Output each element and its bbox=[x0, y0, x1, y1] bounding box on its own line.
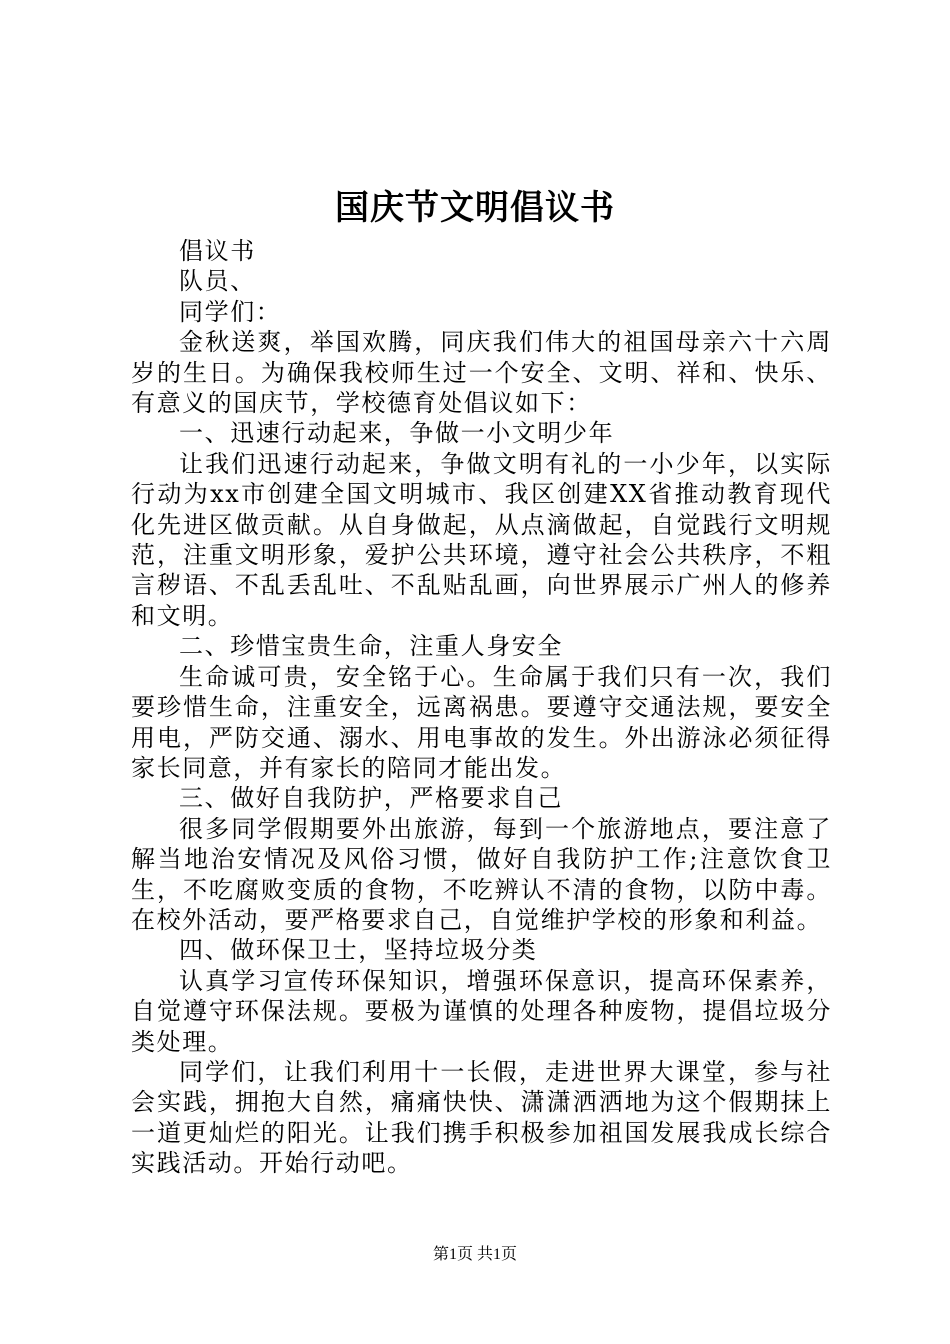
section-heading: 一、迅速行动起来，争做一小文明少年 bbox=[179, 419, 615, 448]
greeting-line: 队员、 bbox=[179, 267, 256, 296]
body-paragraph: 生命诚可贵，安全铭于心。生命属于我们只有一次，我们要珍惜生命，注重安全，远离祸患。要遵守交通法规，要安全用电，严防交通、溺水、用电事故的发生。外出游泳必须征得家长同意，并有家长的陪同才能出发。 bbox=[131, 662, 832, 782]
greeting-line: 同学们： bbox=[179, 297, 282, 326]
body-paragraph: 很多同学假期要外出旅游，每到一个旅游地点，要注意了解当地治安情况及风俗习惯，做好自我防护工作;注意饮食卫生，不吃腐败变质的食物，不吃辨认不清的食物，以防中毒。在校外活动，要严格要求自己，自觉维护学校的形象和利益。 bbox=[131, 814, 832, 934]
section-heading: 二、珍惜宝贵生命，注重人身安全 bbox=[179, 632, 563, 661]
body-paragraph: 让我们迅速行动起来，争做文明有礼的一小少年，以实际行动为xx市创建全国文明城市、我区创建XX省推动教育现代化先进区做贡献。从自身做起，从点滴做起，自觉践行文明规范，注重文明形象，爱护公共环境，遵守社会公共秩序，不粗言秽语、不乱丢乱吐、不乱贴乱画，向世界展示广州人的修养和文明。 bbox=[131, 449, 832, 630]
page-number-footer: 第1页 共1页 bbox=[432, 1246, 517, 1263]
greeting-line: 倡议书 bbox=[179, 237, 256, 265]
section-heading: 三、做好自我防护，严格要求自己 bbox=[179, 784, 563, 813]
document-title: 国庆节文明倡议书 bbox=[335, 188, 615, 228]
body-paragraph: 认真学习宣传环保知识，增强环保意识，提高环保素养，自觉遵守环保法规。要极为谨慎的处理各种废物，提倡垃圾分类处理。 bbox=[131, 966, 832, 1056]
section-heading: 四、做环保卫士，坚持垃圾分类 bbox=[179, 936, 538, 965]
document-body bbox=[131, 236, 832, 1179]
body-paragraph: 金秋送爽，举国欢腾，同庆我们伟大的祖国母亲六十六周岁的生日。为确保我校师生过一个安全、文明、祥和、快乐、有意义的国庆节，学校德育处倡议如下： bbox=[131, 328, 832, 418]
closing-paragraph: 同学们，让我们利用十一长假，走进世界大课堂，参与社会实践，拥抱大自然，痛痛快快、潇潇洒洒地为这个假期抹上一道更灿烂的阳光。让我们携手积极参加祖国发展我成长综合实践活动。开始行动吧。 bbox=[131, 1057, 832, 1178]
